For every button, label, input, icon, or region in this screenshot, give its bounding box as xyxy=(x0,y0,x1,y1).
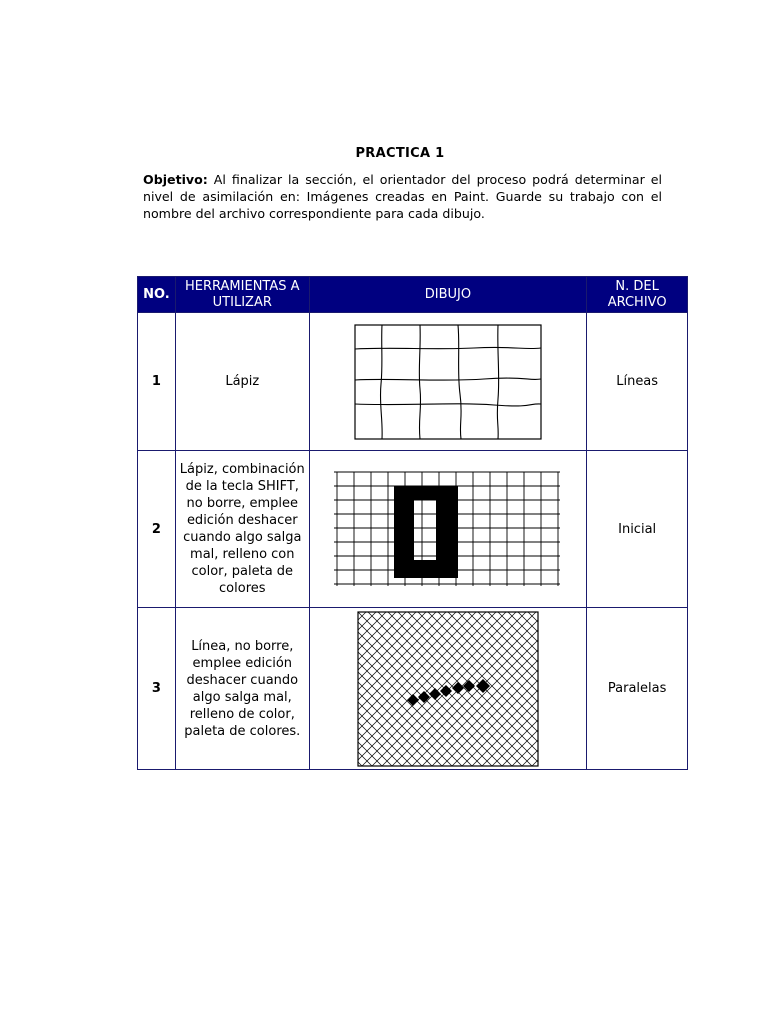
table-header-row xyxy=(138,277,688,313)
drawing-crosshatch xyxy=(309,608,587,770)
objective-paragraph xyxy=(143,171,662,222)
table-row xyxy=(138,608,688,770)
row-tools: Lápiz, combinación de la tecla SHIFT, no borre, emplee edición deshacer cuando algo salga mal, relleno con color, paleta de colores xyxy=(175,451,309,608)
drawing-letter-o xyxy=(309,451,587,608)
row-number: 2 xyxy=(138,451,176,608)
drawing-hand-grid xyxy=(309,313,587,451)
row-number: 3 xyxy=(138,608,176,770)
row-number: 1 xyxy=(138,313,176,451)
crosshatch-diamonds-image xyxy=(357,611,539,767)
row-file: Inicial xyxy=(587,451,688,608)
header-no: NO. xyxy=(138,277,176,313)
objective-text: Al finalizar la sección, el orientador del proceso podrá determinar el nivel de asimilación en: Imágenes creadas en Paint. Guarde su trabajo con el nombre del archivo correspondiente para cada dibujo. xyxy=(143,172,662,221)
row-file: Líneas xyxy=(587,313,688,451)
header-file: N. DEL ARCHIVO xyxy=(587,277,688,313)
table-row xyxy=(138,451,688,608)
grid-letter-o-image xyxy=(334,470,562,588)
header-tools: HERRAMIENTAS A UTILIZAR xyxy=(175,277,309,313)
header-drawing: DIBUJO xyxy=(309,277,587,313)
practice-table xyxy=(137,276,688,770)
objective-label: Objetivo: xyxy=(143,172,208,187)
table-row xyxy=(138,313,688,451)
row-file: Paralelas xyxy=(587,608,688,770)
row-tools: Lápiz xyxy=(175,313,309,451)
hand-drawn-grid-image xyxy=(354,324,542,440)
page-title: PRACTICA 1 xyxy=(355,146,445,161)
row-tools: Línea, no borre, emplee edición deshacer cuando algo salga mal, relleno de color, paleta de colores. xyxy=(175,608,309,770)
